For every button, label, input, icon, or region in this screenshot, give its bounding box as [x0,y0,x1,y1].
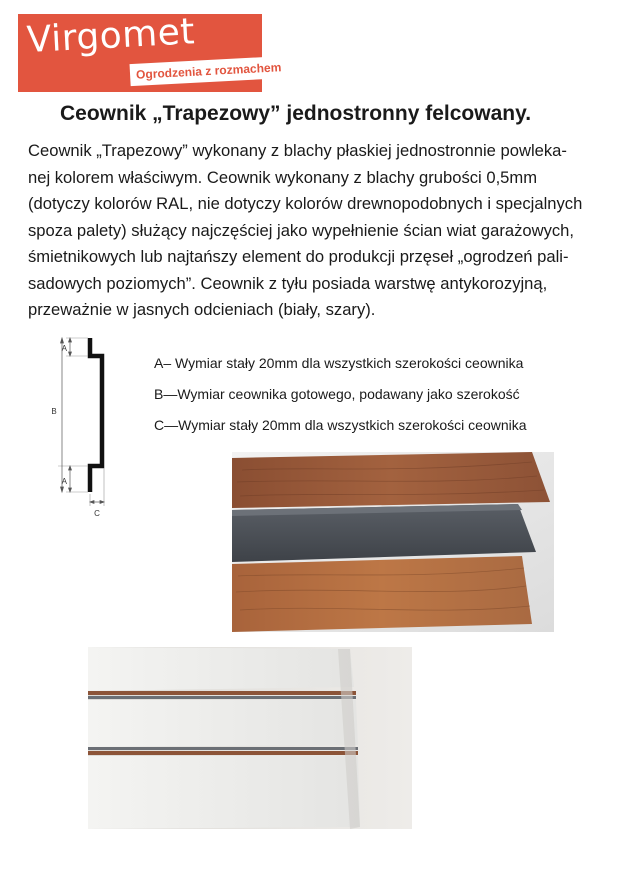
white-panel-2 [88,700,358,747]
dimension-label-c: C [94,509,100,518]
dimension-label-a-bottom: A [61,477,67,486]
description-line: przeważnie w jasnych odcieniach (biały, szary). [28,300,376,319]
profile-outline [90,338,102,492]
dimension-label-a-top: A [61,344,67,353]
description-line: nej kolorem właściwym. Ceownik wykonany z blachy grubości 0,5mm [28,167,538,187]
description-line: śmietnikowych lub najtańszy element do produkcji przęseł „ogrodzeń pali- [28,247,569,266]
product-photo-white-panels [88,647,412,829]
dimension-legend [154,348,527,441]
profile-cross-section-diagram [40,332,140,522]
description [28,138,603,324]
logo-wordmark: Virgomet [25,11,196,61]
dimension-label-b: B [51,407,57,416]
description-line: (dotyczy kolorów RAL, nie dotyczy kolorów drewnopodobnych i specjalnych [28,194,583,213]
logo-tagline: Ogrodzenia z rozmachem [130,56,288,86]
page-title: Ceownik „Trapezowy” jednostronny felcowany. [60,102,532,125]
product-photo-colored-panels [232,452,554,632]
description-line: spoza palety) służący najczęściej jako wypełnienie ścian wiat garażowych, [28,220,575,240]
wood-panel-top [232,452,550,508]
legend-item-c: C—Wymiar stały 20mm dla wszystkich szerokości ceownika [154,417,527,433]
wood-edge-strip [88,691,356,695]
description-line: Ceownik „Trapezowy” wykonany z blachy płaskiej jednostronnie powleka- [28,141,567,160]
legend-item-b: B—Wymiar ceownika gotowego, podawany jako szerokość [154,386,520,402]
white-panel-1 [88,647,354,691]
grey-edge-strip [88,696,356,699]
legend-item-a: A– Wymiar stały 20mm dla wszystkich szerokości ceownika [154,355,524,371]
logo [18,11,282,92]
description-line: sadowych poziomych”. Ceownik z tyłu posiada warstwę antykorozyjną, [28,273,548,293]
white-panel-3 [88,756,360,829]
wood-panel-bottom [232,556,532,632]
